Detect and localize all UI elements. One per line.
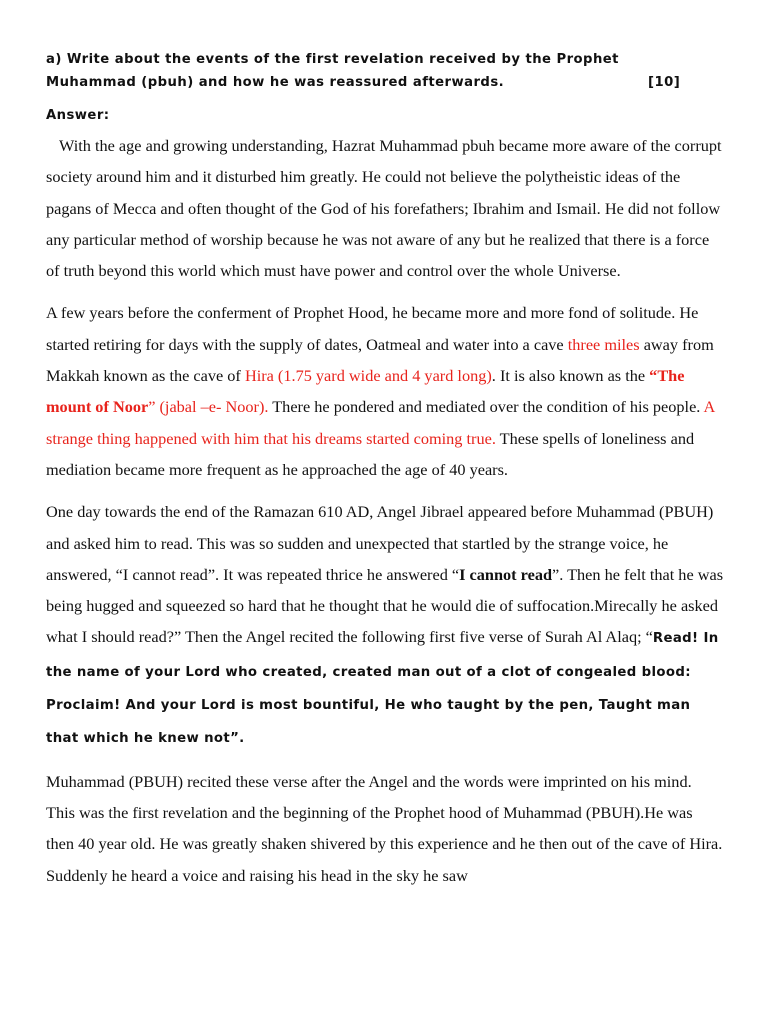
p3-text-1: One day towards the end of the Ramazan 610 AD, Angel Jibrael appeared before Muhammad (PBUH) and asked him to read. This was so sudden and unexpected that startled by the strange voice, he answered, “I cannot read”. It was repeated thrice he answered “ — [46, 502, 714, 584]
p2-text-3: . It is also known as the — [491, 366, 650, 386]
p2-text-4: There he pondered and mediated over the condition of his people. — [268, 397, 704, 417]
paragraph-2 — [46, 297, 724, 485]
question — [46, 48, 724, 94]
p3-bold-cannot-read: I cannot read — [459, 564, 553, 584]
p2-highlight-dreams: A strange thing happened with him that his dreams started coming true. — [46, 397, 715, 448]
paragraph-4: Muhammad (PBUH) recited these verse after the Angel and the words were imprinted on his mind. This was the first revelation and the beginning of the Prophet hood of Muhammad (PBUH).He was then 40 year old. He was greatly shaken shivered by this experience and he then out of the cave of Hira. Suddenly he heard a voice and raising his head in the sky he saw — [46, 771, 723, 885]
question-line-2-wrap — [46, 71, 724, 94]
question-line-1: a) Write about the events of the first revelation received by the Prophet — [46, 52, 619, 67]
p3-quran-verse: Read! In the name of your Lord who created, created man out of a clot of congealed blood: Proclaim! And your Lord is most bountiful, He who taught by the pen, Taught man that which he knew not”. — [46, 631, 719, 747]
answer-label: Answer: — [46, 108, 110, 123]
p2-highlight-mount-of-noor: “The mount of Noor — [46, 366, 685, 417]
p3-text-2: ”. Then he felt that he was being hugged and squeezed so hard that he thought that he would die of suffocation.Mirecally he asked what I should read?” Then the Angel recited the following first five verse of Surah Al Alaq; “ — [46, 564, 724, 647]
question-line-2: Muhammad (pbuh) and how he was reassured afterwards. — [46, 75, 505, 90]
p2-text-1: A few years before the conferment of Prophet Hood, he became more and more fond of solitude. He started retiring for days with the supply of dates, Oatmeal and water into a cave — [46, 303, 699, 354]
paragraph-1: With the age and growing understanding, Hazrat Muhammad pbuh became more aware of the corrupt society around him and it disturbed him greatly. He could not believe the polytheistic ideas of the pagans of Mecca and often thought of the God of his forefathers; Ibrahim and Ismail. He did not follow any particular method of worship because he was not aware of any but he realized that there is a force of truth beyond this world which must have power and control over the whole Universe. — [46, 136, 722, 281]
paragraph-3 — [46, 496, 724, 754]
p2-highlight-hira: Hira (1.75 yard wide and 4 yard long) — [244, 366, 492, 386]
p2-text-2: away from Makkah known as the cave of — [46, 334, 714, 386]
p2-highlight-three-miles: three miles — [567, 334, 640, 354]
question-marks: [10] — [648, 75, 681, 90]
p2-text-5: These spells of loneliness and mediation became more frequent as he approached the age of 40 years. — [46, 428, 695, 479]
p2-highlight-jabal-e-noor: ” (jabal –e- Noor). — [148, 397, 269, 417]
